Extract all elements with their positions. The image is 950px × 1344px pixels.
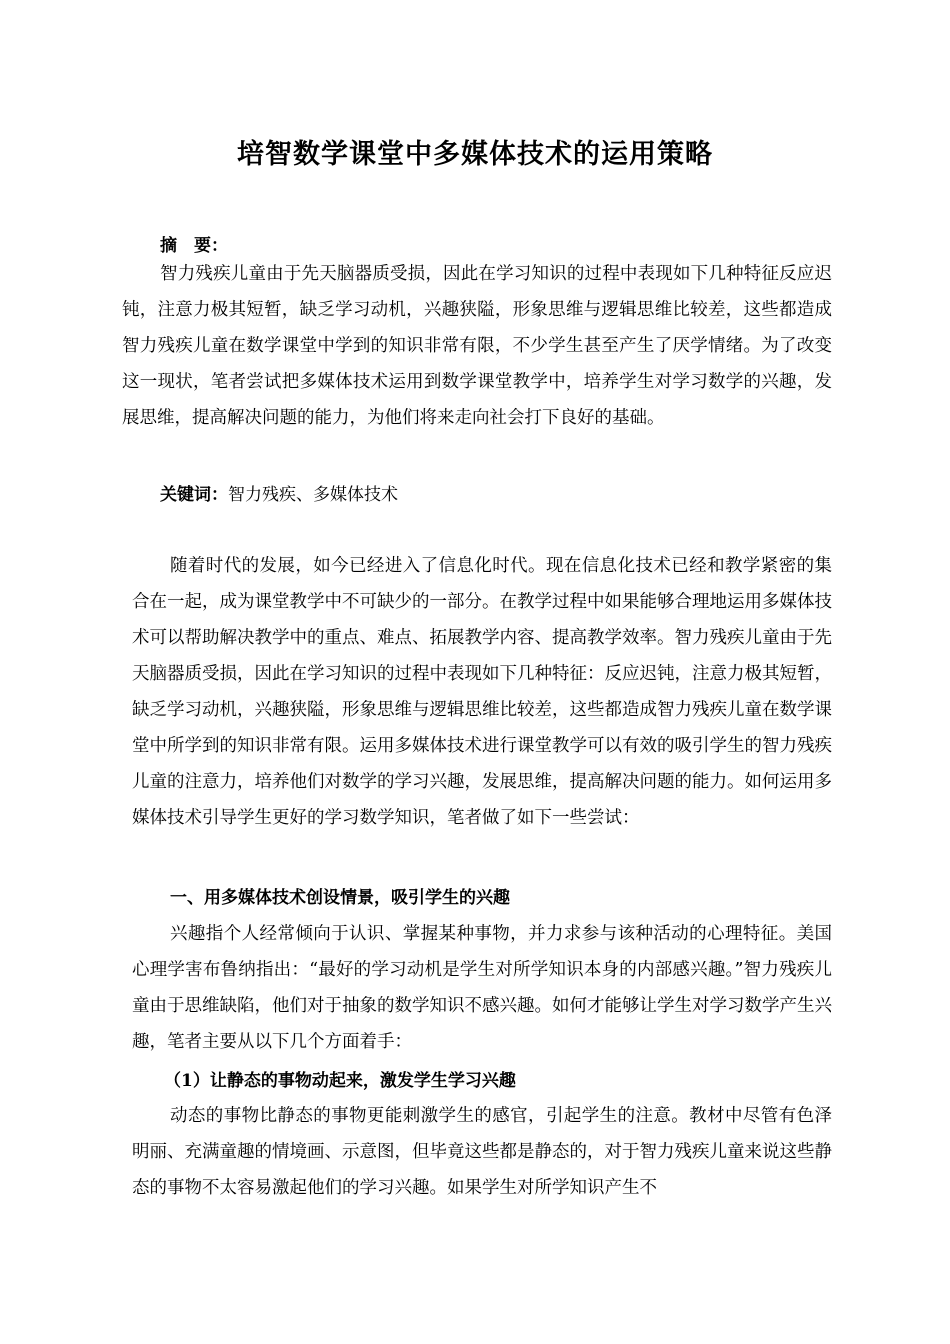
abstract-label: 摘 要： [160,236,228,256]
intro-paragraph [132,548,832,836]
section-heading-1: 一、用多媒体技术创设情景，吸引学生的兴趣 [170,888,510,908]
subsection1-text: 动态的事物比静态的事物更能刺激学生的感官，引起学生的注意。教材中尽管有色泽明丽、充满童趣的情境画、示意图，但毕竟这些都是静态的，对于智力残疾儿童来说这些静态的事物不太容易激起他们的学习兴趣。如果学生对所学知识产生不 [132,1106,832,1198]
keywords-line [160,480,398,510]
subsection-heading-1: （1）让静态的事物动起来，激发学生学习兴趣 [164,1071,516,1091]
abstract-text: 智力残疾儿童由于先天脑器质受损，因此在学习知识的过程中表现如下几种特征反应迟钝，注意力极其短暂，缺乏学习动机，兴趣狭隘，形象思维与逻辑思维比较差，这些都造成智力残疾儿童在数学课堂中学到的知识非常有限，不少学生甚至产生了厌学情绪。为了改变这一现状，笔者尝试把多媒体技术运用到数学课堂教学中，培养学生对学习数学的兴趣，发展思维，提高解决问题的能力，为他们将来走向社会打下良好的基础。 [122,264,832,428]
document-title: 培智数学课堂中多媒体技术的运用策略 [237,139,713,170]
section1-text: 兴趣指个人经常倾向于认识、掌握某种事物，并力求参与该种活动的心理特征。美国心理学害布鲁纳指出：“最好的学习动机是学生对所学知识本身的内部感兴趣。”智力残疾儿童由于思维缺陷，他们对于抽象的数学知识不感兴趣。如何才能够让学生对学习数学产生兴趣，笔者主要从以下几个方面着手： [132,924,832,1052]
abstract-paragraph [122,256,832,436]
keywords-text: 智力残疾、多媒体技术 [228,485,398,505]
keywords-label: 关键词： [160,485,228,505]
intro-text: 随着时代的发展，如今已经进入了信息化时代。现在信息化技术已经和教学紧密的集合在一起，成为课堂教学中不可缺少的一部分。在教学过程中如果能够合理地运用多媒体技术可以帮助解决教学中的重点、难点、拓展教学内容、提高教学效率。智力残疾儿童由于先天脑器质受损，因此在学习知识的过程中表现如下几种特征：反应迟钝，注意力极其短暂，缺乏学习动机，兴趣狭隘，形象思维与逻辑思维比较差，这些都造成智力残疾儿童在数学课堂中所学到的知识非常有限。运用多媒体技术进行课堂教学可以有效的吸引学生的智力残疾儿童的注意力，培养他们对数学的学习兴趣，发展思维，提高解决问题的能力。如何运用多媒体技术引导学生更好的学习数学知识，笔者做了如下一些尝试： [132,556,832,828]
subsection1-paragraph [132,1098,832,1206]
section1-paragraph [132,916,832,1060]
